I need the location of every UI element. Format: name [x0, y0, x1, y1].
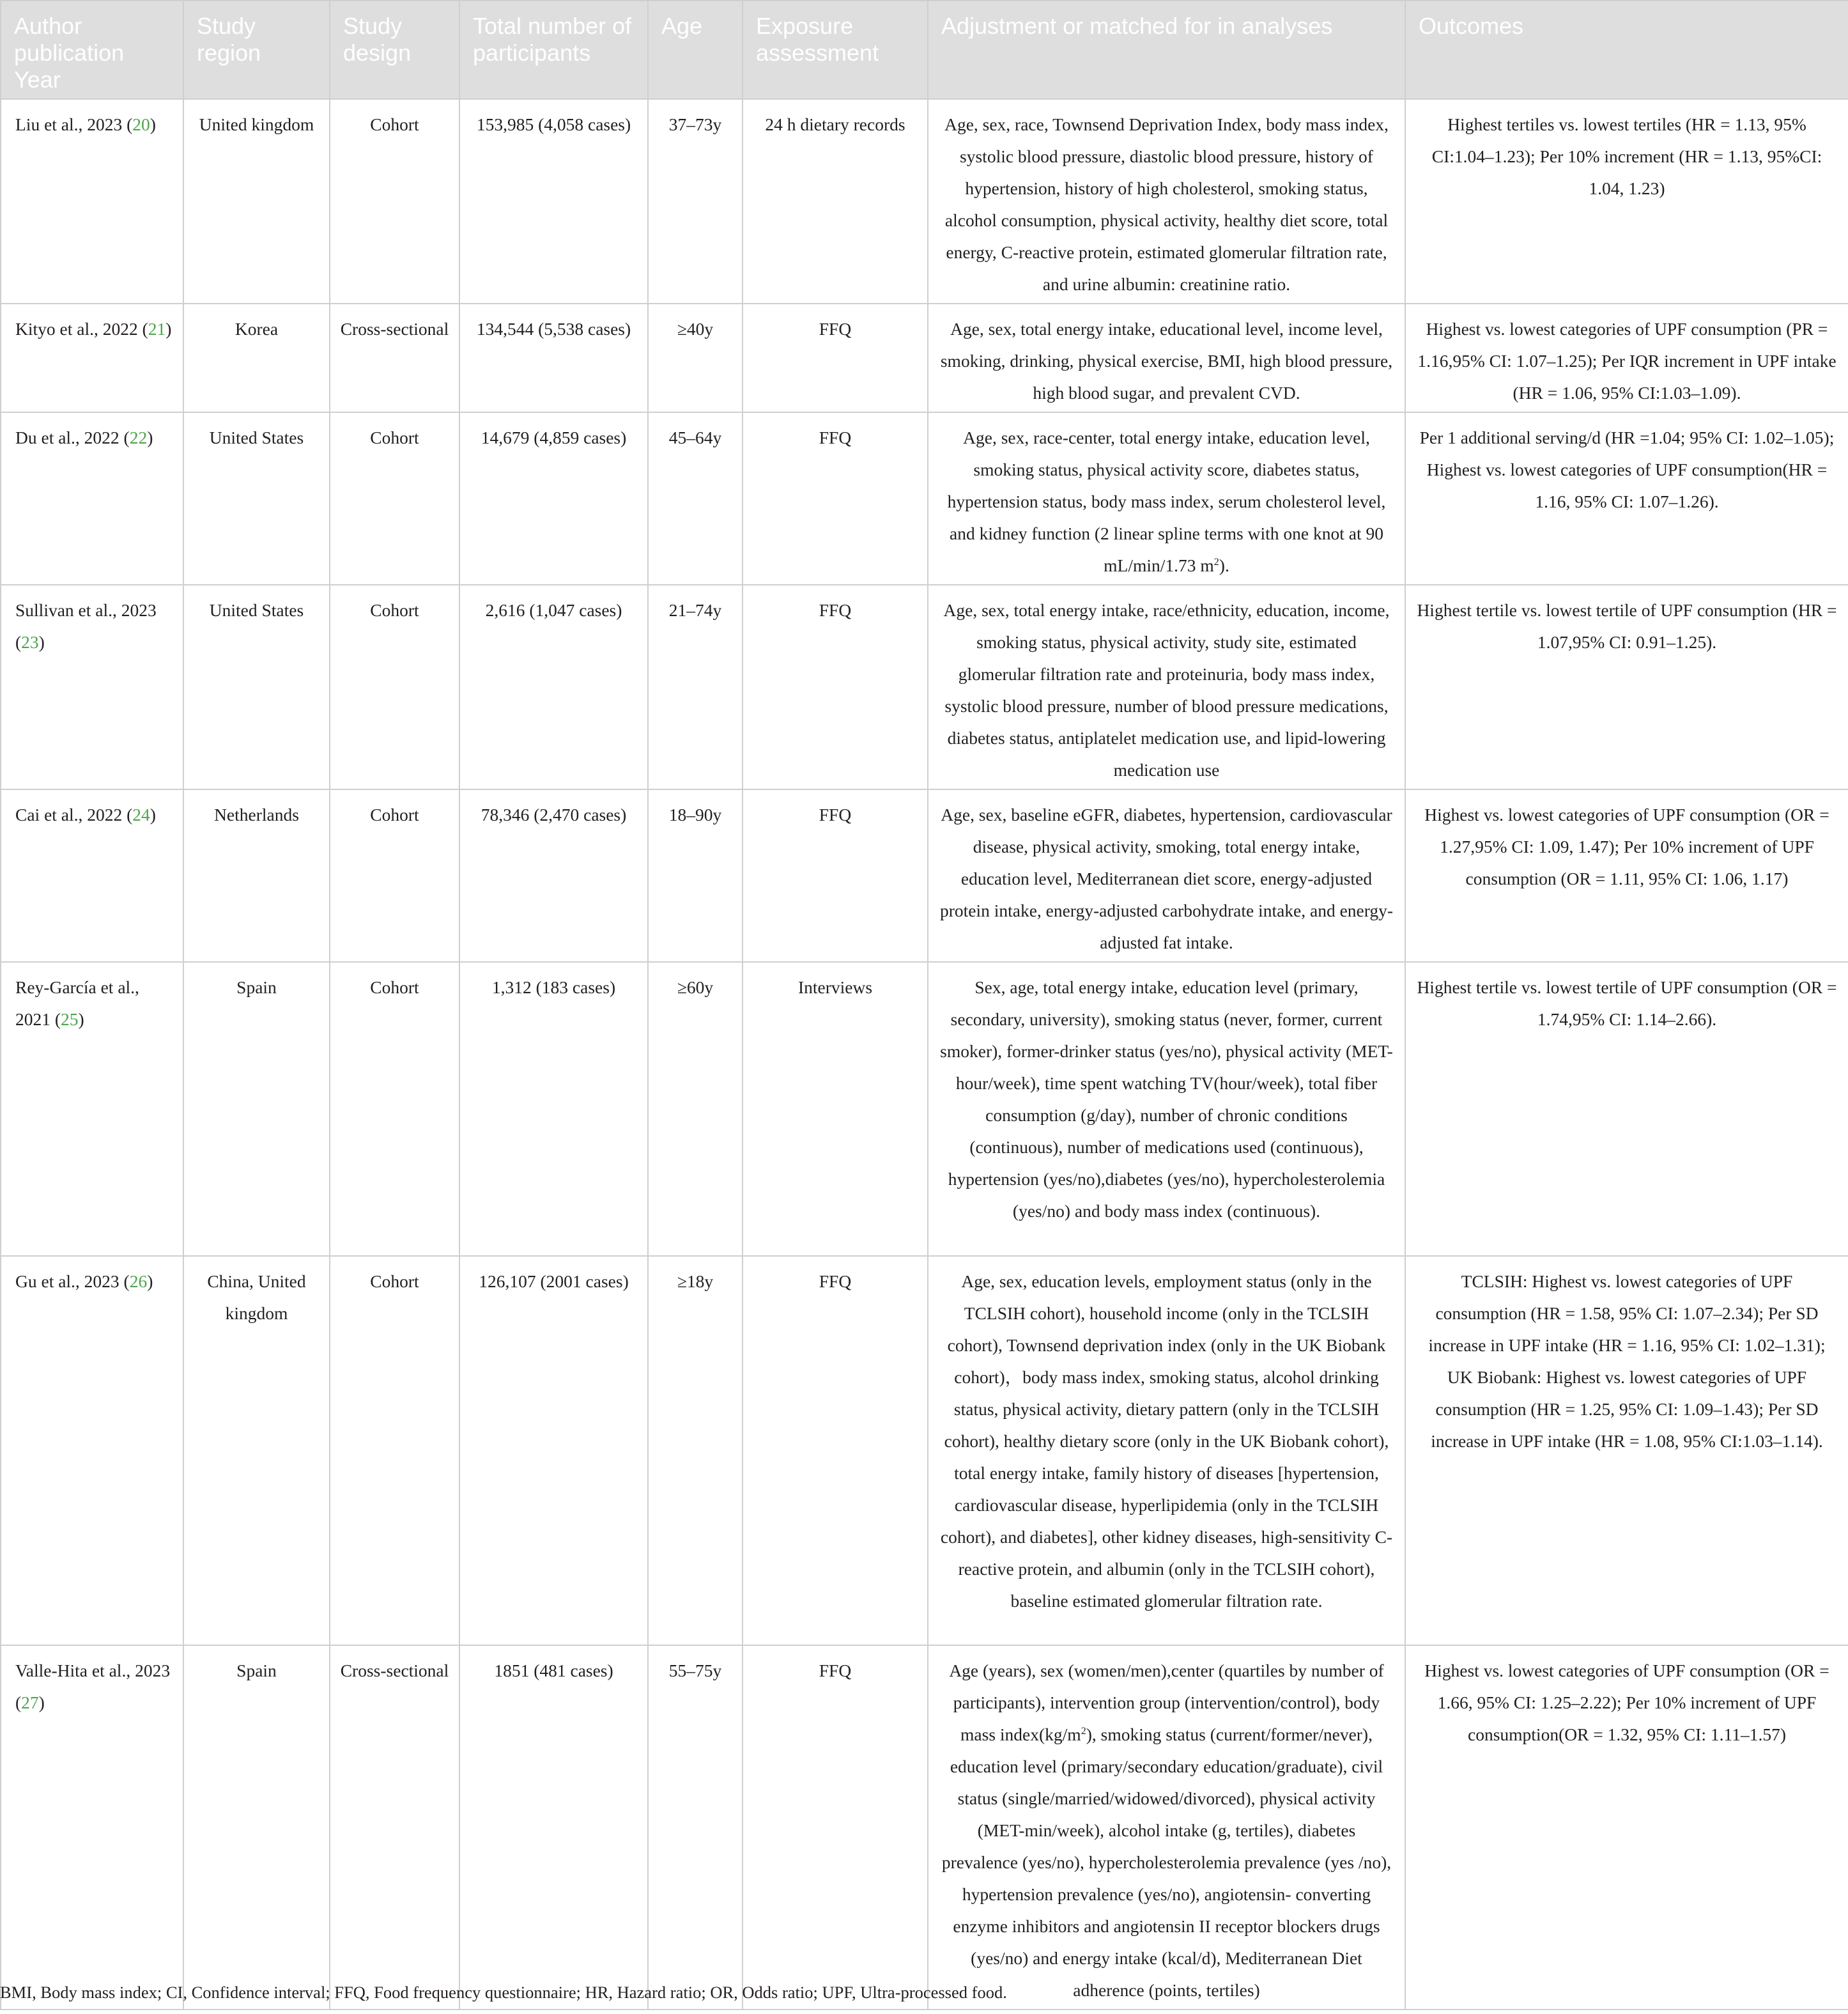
table-row — [1, 304, 1848, 412]
header-row — [1, 1, 1848, 99]
design-cell: Cross-sectional — [330, 1645, 459, 2010]
participants-cell: 153,985 (4,058 cases) — [459, 99, 648, 304]
table-row — [1, 1645, 1848, 2010]
participants-cell: 1851 (481 cases) — [459, 1645, 648, 2010]
reference-link[interactable]: 20 — [132, 114, 150, 134]
table-row — [1, 585, 1848, 789]
region-cell: United kingdom — [183, 99, 330, 304]
table-row — [1, 962, 1848, 1256]
header-participants: Total number of participants — [459, 1, 648, 99]
adjustment-cell: Age, sex, education levels, employment status (only in the TCLSIH cohort), household income (only in the TCLSIH cohort), Townsend deprivation index (only in the UK Biobank cohort)，body mass index, smoking status, alcohol drinking status, physical activity, dietary pattern (only in the TCLSIH cohort), healthy dietary score (only in the UK Biobank cohort), total energy intake, family history of diseases [hypertension, cardiovascular disease, hyperlipidemia (only in the TCLSIH cohort), and diabetes], other kidney diseases, high-sensitivity C-reactive protein, and albumin (only in the TCLSIH cohort), baseline estimated glomerular filtration rate. — [928, 1256, 1405, 1645]
design-cell: Cohort — [330, 412, 459, 585]
age-cell: 45–64y — [648, 412, 743, 585]
header-exposure: Exposure assessment — [743, 1, 928, 99]
header-author: Author publication Year — [1, 1, 183, 99]
outcomes-cell: TCLSIH: Highest vs. lowest categories of UPF consumption (HR = 1.58, 95% CI: 1.07–2.34); Per SD increase in UPF intake (HR = 1.16, 95% CI: 1.02–1.31); UK Biobank: Highest vs. lowest categories of UPF consumption (HR = 1.25, 95% CI: 1.09–1.43); Per SD increase in UPF intake (HR = 1.08, 95% CI:1.03–1.14). — [1405, 1256, 1848, 1645]
outcomes-cell: Highest tertile vs. lowest tertile of UPF consumption (OR = 1.74,95% CI: 1.14–2.66). — [1405, 962, 1848, 1256]
author-cell: Valle-Hita et al., 2023 (27) — [1, 1645, 183, 2010]
outcomes-cell: Per 1 additional serving/d (HR =1.04; 95% CI: 1.02–1.05); Highest vs. lowest categories of UPF consumption(HR = 1.16, 95% CI: 1.07–1.26). — [1405, 412, 1848, 585]
reference-link[interactable]: 22 — [129, 428, 148, 447]
participants-cell: 1,312 (183 cases) — [459, 962, 648, 1256]
exposure-cell: FFQ — [743, 412, 928, 585]
region-cell: Spain — [183, 1645, 330, 2010]
region-cell: Netherlands — [183, 789, 330, 962]
participants-cell: 78,346 (2,470 cases) — [459, 789, 648, 962]
participants-cell: 134,544 (5,538 cases) — [459, 304, 648, 412]
header-age: Age — [648, 1, 743, 99]
design-cell: Cohort — [330, 789, 459, 962]
region-cell: Spain — [183, 962, 330, 1256]
participants-cell: 126,107 (2001 cases) — [459, 1256, 648, 1645]
design-cell: Cohort — [330, 1256, 459, 1645]
table-row — [1, 1256, 1848, 1645]
adjustment-cell: Age, sex, race-center, total energy intake, education level, smoking status, physical activity score, diabetes status, hypertension status, body mass index, serum cholesterol level, and kidney function (2 linear spline terms with one knot at 90 mL/min/1.73 $m^2$). — [928, 412, 1405, 585]
age-cell: ≥60y — [648, 962, 743, 1256]
table-row — [1, 412, 1848, 585]
design-cell: Cohort — [330, 962, 459, 1256]
outcomes-cell: Highest vs. lowest categories of UPF consumption (OR = 1.66, 95% CI: 1.25–2.22); Per 10% increment of UPF consumption(OR = 1.32, 95% CI: 1.11–1.57) — [1405, 1645, 1848, 2010]
outcomes-cell: Highest tertiles vs. lowest tertiles (HR = 1.13, 95% CI:1.04–1.23); Per 10% increment (HR = 1.13, 95%CI: 1.04, 1.23) — [1405, 99, 1848, 304]
table-row — [1, 99, 1848, 304]
exposure-cell: FFQ — [743, 1256, 928, 1645]
reference-link[interactable]: 25 — [61, 1009, 79, 1029]
author-cell: Rey-García et al., 2021 (25) — [1, 962, 183, 1256]
adjustment-cell: Sex, age, total energy intake, education level (primary, secondary, university), smoking status (never, former, current smoker), former-drinker status (yes/no), physical activity (MET-hour/week), time spent watching TV(hour/week), total fiber consumption (g/day), number of chronic conditions (continuous), number of medications used (continuous), hypertension (yes/no),diabetes (yes/no), hypercholesterolemia (yes/no) and body mass index (continuous). — [928, 962, 1405, 1256]
author-cell: Du et al., 2022 (22) — [1, 412, 183, 585]
header-design: Study design — [330, 1, 459, 99]
adjustment-cell: Age, sex, total energy intake, race/ethnicity, education, income, smoking status, physical activity, study site, estimated glomerular filtration rate and proteinuria, body mass index, systolic blood pressure, number of blood pressure medications, diabetes status, antiplatelet medication use, and lipid-lowering medication use — [928, 585, 1405, 789]
adjustment-cell: Age, sex, total energy intake, educational level, income level, smoking, drinking, physical exercise, BMI, high blood pressure, high blood sugar, and prevalent CVD. — [928, 304, 1405, 412]
adjustment-cell: Age (years), sex (women/men),center (quartiles by number of participants), intervention group (intervention/control), body mass $index(kg/m^2)$, smoking status (current/former/never), education level (primary/secondary education/graduate), civil status (single/married/widowed/divorced), physical activity (MET-min/week), alcohol intake (g, tertiles), diabetes prevalence (yes/no), hypercholesterolemia prevalence (yes /no), hypertension prevalence (yes/no), angiotensin- converting enzyme inhibitors and angiotensin II receptor blockers drugs (yes/no) and energy intake (kcal/d), Mediterranean Diet adherence (points, tertiles) — [928, 1645, 1405, 2010]
reference-link[interactable]: 26 — [129, 1271, 148, 1291]
exposure-cell: FFQ — [743, 585, 928, 789]
region-cell: Korea — [183, 304, 330, 412]
participants-cell: 14,679 (4,859 cases) — [459, 412, 648, 585]
header-adjustment: Adjustment or matched for in analyses — [928, 1, 1405, 99]
author-cell: Kityo et al., 2022 (21) — [1, 304, 183, 412]
reference-link[interactable]: 27 — [21, 1693, 39, 1712]
reference-link[interactable]: 21 — [148, 319, 166, 339]
design-cell: Cross-sectional — [330, 304, 459, 412]
age-cell: ≥40y — [648, 304, 743, 412]
header-region: Study region — [183, 1, 330, 99]
reference-link[interactable]: 24 — [132, 805, 150, 825]
author-cell: Gu et al., 2023 (26) — [1, 1256, 183, 1645]
header-outcomes: Outcomes — [1405, 1, 1848, 99]
outcomes-cell: Highest vs. lowest categories of UPF consumption (PR = 1.16,95% CI: 1.07–1.25); Per IQR increment in UPF intake (HR = 1.06, 95% CI:1.03–1.09). — [1405, 304, 1848, 412]
region-cell: China, United kingdom — [183, 1256, 330, 1645]
table-row — [1, 789, 1848, 962]
exposure-cell: FFQ — [743, 304, 928, 412]
adjustment-cell: Age, sex, race, Townsend Deprivation Index, body mass index, systolic blood pressure, diastolic blood pressure, history of hypertension, history of high cholesterol, smoking status, alcohol consumption, physical activity, healthy diet score, total energy, C-reactive protein, estimated glomerular filtration rate, and urine albumin: creatinine ratio. — [928, 99, 1405, 304]
design-cell: Cohort — [330, 99, 459, 304]
region-cell: United States — [183, 412, 330, 585]
region-cell: United States — [183, 585, 330, 789]
author-cell: Liu et al., 2023 (20) — [1, 99, 183, 304]
table-footnote: BMI, Body mass index; CI, Confidence interval; FFQ, Food frequency questionnaire; HR, Hazard ratio; OR, Odds ratio; UPF, Ultra-processed food. — [0, 1983, 1007, 2002]
exposure-cell: 24 h dietary records — [743, 99, 928, 304]
design-cell: Cohort — [330, 585, 459, 789]
exposure-cell: FFQ — [743, 1645, 928, 2010]
age-cell: ≥18y — [648, 1256, 743, 1645]
age-cell: 37–73y — [648, 99, 743, 304]
exposure-cell: Interviews — [743, 962, 928, 1256]
author-cell: Sullivan et al., 2023 (23) — [1, 585, 183, 789]
age-cell: 18–90y — [648, 789, 743, 962]
outcomes-cell: Highest tertile vs. lowest tertile of UPF consumption (HR = 1.07,95% CI: 0.91–1.25). — [1405, 585, 1848, 789]
exposure-cell: FFQ — [743, 789, 928, 962]
outcomes-cell: Highest vs. lowest categories of UPF consumption (OR = 1.27,95% CI: 1.09, 1.47); Per 10% increment of UPF consumption (OR = 1.11, 95% CI: 1.06, 1.17) — [1405, 789, 1848, 962]
age-cell: 21–74y — [648, 585, 743, 789]
age-cell: 55–75y — [648, 1645, 743, 2010]
author-cell: Cai et al., 2022 (24) — [1, 789, 183, 962]
reference-link[interactable]: 23 — [21, 632, 39, 652]
participants-cell: 2,616 (1,047 cases) — [459, 585, 648, 789]
adjustment-cell: Age, sex, baseline eGFR, diabetes, hypertension, cardiovascular disease, physical activity, smoking, total energy intake, education level, Mediterranean diet score, energy-adjusted protein intake, energy-adjusted carbohydrate intake, and energy-adjusted fat intake. — [928, 789, 1405, 962]
